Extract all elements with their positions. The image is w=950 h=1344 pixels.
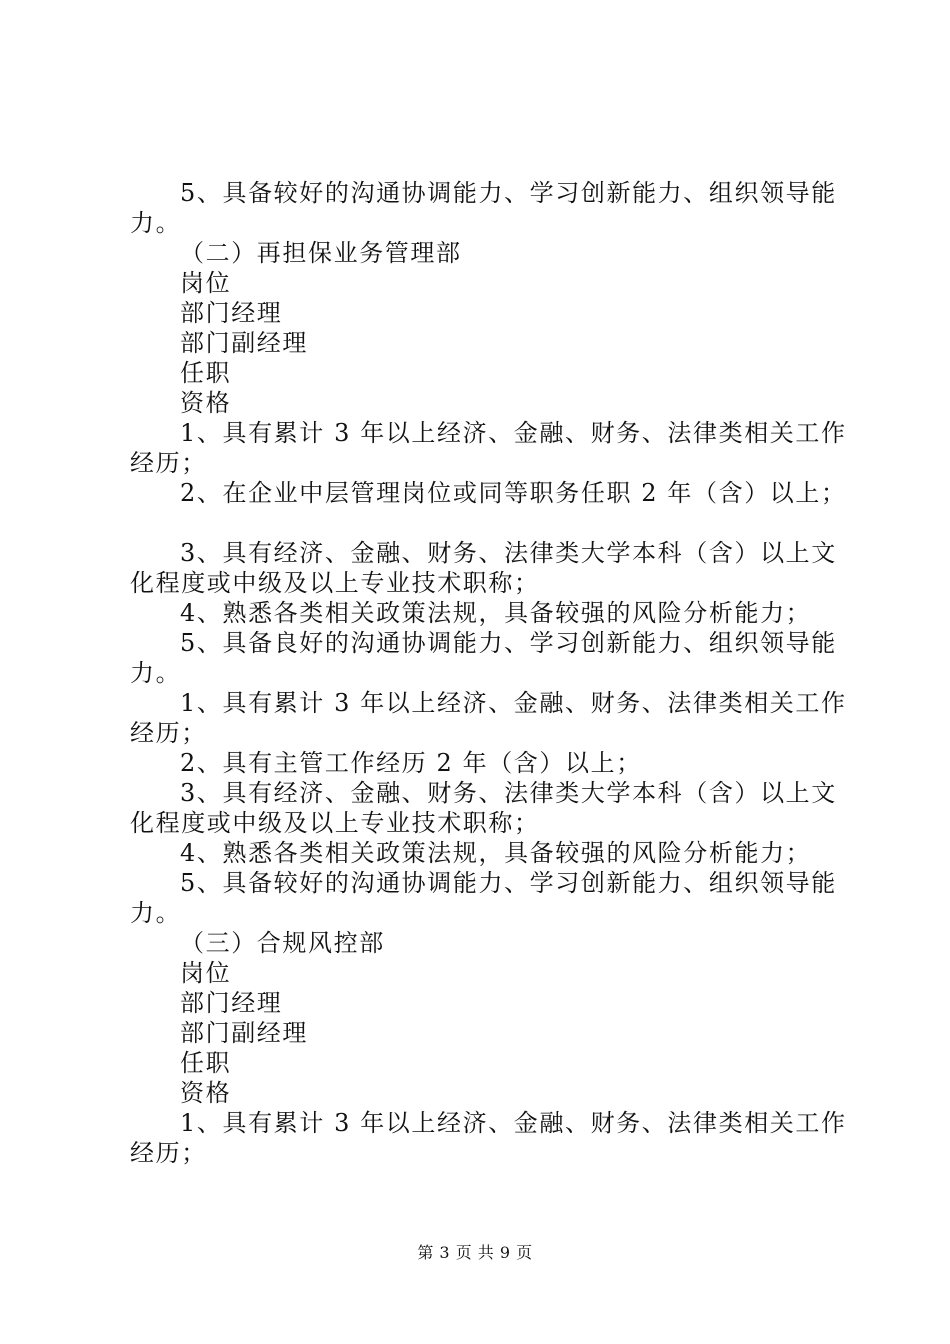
text-line: 资格 <box>180 389 232 417</box>
text-line: 1、具有累计 3 年以上经济、金融、财务、法律类相关工作 <box>180 419 847 447</box>
page-footer <box>0 1243 950 1263</box>
text-line: 力。 <box>130 659 182 687</box>
text-line: 任职 <box>180 1049 232 1077</box>
text-line: 1、具有累计 3 年以上经济、金融、财务、法律类相关工作 <box>180 689 847 717</box>
text-line: 资格 <box>180 1079 232 1107</box>
text-line: 部门副经理 <box>180 1019 308 1047</box>
text-line: 岗位 <box>180 959 232 987</box>
text-line: 1、具有累计 3 年以上经济、金融、财务、法律类相关工作 <box>180 1109 847 1137</box>
text-line: 5、具备较好的沟通协调能力、学习创新能力、组织领导能 <box>180 869 837 897</box>
document-body <box>130 178 847 1168</box>
section-heading: （二）再担保业务管理部 <box>180 239 462 267</box>
text-line: 4、熟悉各类相关政策法规，具备较强的风险分析能力； <box>180 839 812 867</box>
text-line: 4、熟悉各类相关政策法规，具备较强的风险分析能力； <box>180 599 812 627</box>
text-line: 5、具备较好的沟通协调能力、学习创新能力、组织领导能 <box>180 179 837 207</box>
text-line: 3、具有经济、金融、财务、法律类大学本科（含）以上文 <box>180 539 837 567</box>
text-line: 部门经理 <box>180 299 283 327</box>
text-line: 岗位 <box>180 269 232 297</box>
text-line: 部门经理 <box>180 989 283 1017</box>
page-number-label: 第 3 页 共 9 页 <box>417 1243 533 1262</box>
text-line: 2、在企业中层管理岗位或同等职务任职 2 年（含）以上； <box>180 479 847 507</box>
text-line: 经历； <box>130 1139 207 1167</box>
text-line: 力。 <box>130 899 182 927</box>
text-line: 力。 <box>130 209 182 237</box>
text-line: 任职 <box>180 359 232 387</box>
section-heading: （三）合规风控部 <box>180 929 385 957</box>
text-line: 化程度或中级及以上专业技术职称； <box>130 809 540 837</box>
text-line: 经历； <box>130 719 207 747</box>
blank-line <box>130 508 830 538</box>
text-line: 3、具有经济、金融、财务、法律类大学本科（含）以上文 <box>180 779 837 807</box>
text-line: 2、具有主管工作经历 2 年（含）以上； <box>180 749 642 777</box>
text-line: 经历； <box>130 449 207 477</box>
text-line: 5、具备良好的沟通协调能力、学习创新能力、组织领导能 <box>180 629 837 657</box>
text-line: 部门副经理 <box>180 329 308 357</box>
text-line: 化程度或中级及以上专业技术职称； <box>130 569 540 597</box>
